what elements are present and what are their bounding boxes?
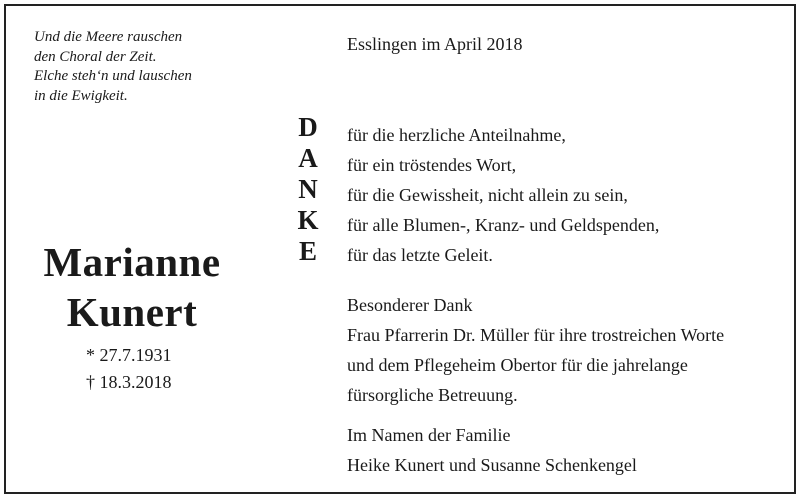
place-date: Esslingen im April 2018 bbox=[347, 34, 523, 54]
danke-letter: N bbox=[298, 174, 318, 204]
birth-date: * 27.7.1931 bbox=[86, 345, 172, 365]
thanks-line: für die Gewissheit, nicht allein zu sein, bbox=[347, 185, 628, 205]
thanks-line: für die herzliche Anteilnahme, bbox=[347, 125, 566, 145]
special-thanks-line: Frau Pfarrerin Dr. Müller für ihre trostreichen Worte bbox=[347, 325, 725, 345]
thanks-line: für ein tröstendes Wort, bbox=[347, 155, 517, 175]
danke-letter: D bbox=[298, 112, 318, 142]
poem-line: den Choral der Zeit. bbox=[34, 48, 157, 65]
thanks-list bbox=[347, 120, 659, 270]
poem-line: Und die Meere rauschen bbox=[34, 29, 183, 45]
poem-line: in die Ewigkeit. bbox=[34, 87, 128, 104]
death-date: † 18.3.2018 bbox=[86, 372, 172, 392]
family-signature bbox=[347, 420, 637, 480]
danke-vertical-word bbox=[294, 112, 322, 267]
poem bbox=[34, 28, 192, 106]
danke-letter: E bbox=[298, 236, 317, 266]
family-intro: Im Namen der Familie bbox=[347, 425, 511, 445]
special-thanks-heading: Besonderer Dank bbox=[347, 295, 473, 315]
special-thanks-line: fürsorgliche Betreuung. bbox=[347, 385, 518, 405]
deceased-first-name: Marianne bbox=[43, 239, 221, 285]
thanks-line: für alle Blumen-, Kranz- und Geldspenden, bbox=[347, 215, 660, 235]
special-thanks-line: und dem Pflegeheim Obertor für die jahrelange bbox=[347, 355, 688, 375]
danke-letter: A bbox=[298, 143, 318, 173]
special-thanks bbox=[347, 290, 724, 410]
danke-letter: K bbox=[297, 205, 319, 235]
deceased-last-name: Kunert bbox=[66, 289, 198, 335]
thanks-line: für das letzte Geleit. bbox=[347, 245, 493, 265]
poem-line: Elche steh‘n und lauschen bbox=[34, 68, 192, 84]
family-names: Heike Kunert und Susanne Schenkengel bbox=[347, 455, 637, 475]
life-dates bbox=[86, 342, 172, 396]
obituary-card bbox=[4, 4, 796, 494]
